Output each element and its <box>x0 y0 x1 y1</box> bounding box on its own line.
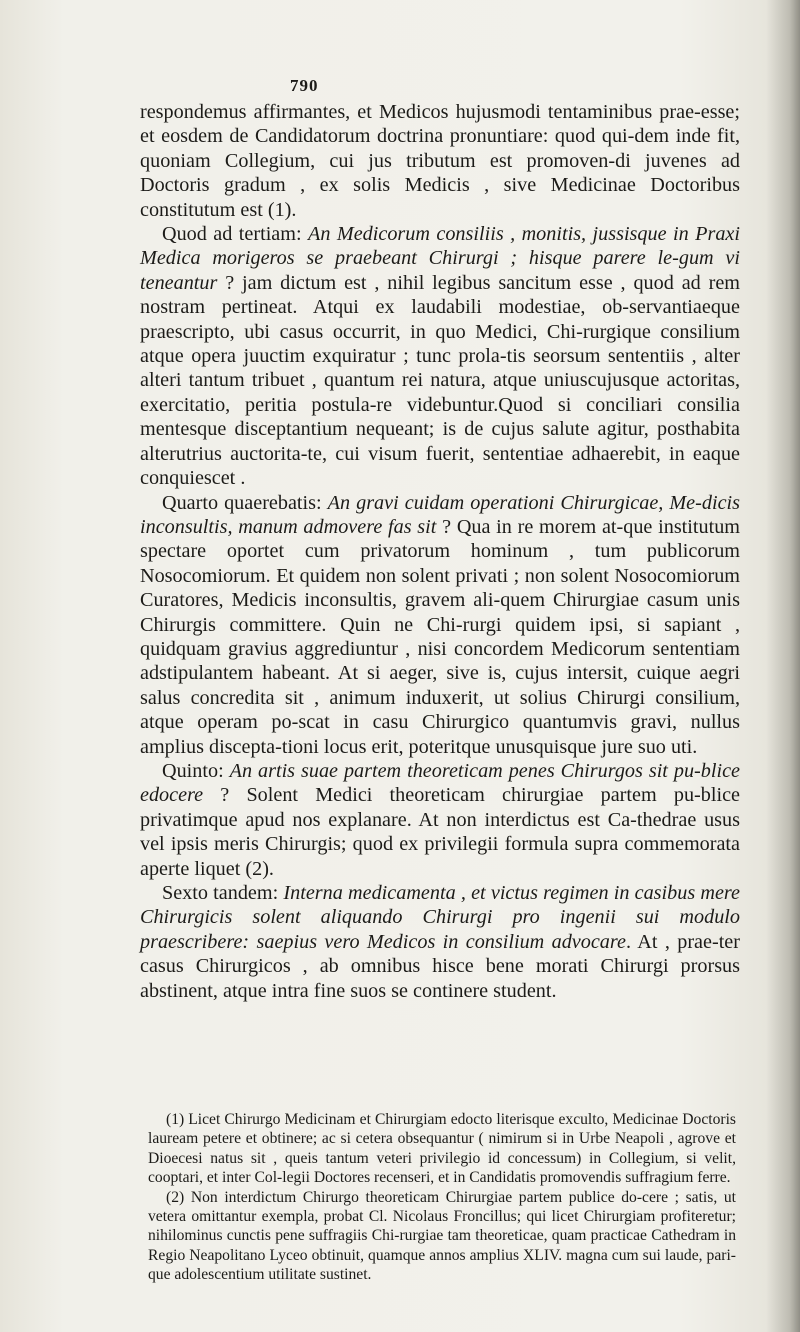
paragraph-2-question: An Medicorum consiliis , monitis, jussisque in Praxi Medica morigeros se praebeant Chirurgi ; hisque parere le-gum vi teneantur <box>140 223 740 294</box>
paragraph-2-lead: Quod ad tertiam: <box>162 223 309 246</box>
paragraph-3-answer: ? Qua in re morem at-que institutum spectare oportet cum privatorum hominum , tum publicorum Nosocomiorum. Et quidem non solent privati ; non solent Nosocomiorum Curatores, Medicis inconsultis, gravem ali-quem Chirurgiae casum unis Chirurgis committere. Quin ne Chi-rurgi quidem ipsi, si sapiant , quidquam gravius aggrediuntur , nisi concordem Medicorum sententiam adstipulantem habeant. At si aeger, sive is, cujus intersit, cuique aegri salus concredita sit , animum induxerit, ut solius Chirurgi consilium, atque operam po-scat in casu Chirurgico quantumvis gravi, nullus amplius discepta-tioni locus erit, poteritque unusquisque jure suo uti. <box>140 515 741 758</box>
paragraph-4 <box>140 759 740 881</box>
paragraph-5-lead: Sexto tandem: <box>162 882 284 904</box>
paragraph-3 <box>140 491 740 759</box>
footnote-2: (2) Non interdictum Chirurgo theoreticam Chirurgiae partem publice do-cere ; satis, ut vetera omittantur exempla, probat Cl. Nicolaus Froncillus; qui licet Chirurgiam profiteretur; nihilominus cunctis pene suffragiis Chi-rurgiae tam theoreticae, quam practicae Cathedram in Regio Neapolitano Lyceo obtinuit, quamque annos amplius XLIV. magna cum sui laude, pari-que adolescentium utilitate sustinet. <box>148 1188 736 1284</box>
footnote-1: (1) Licet Chirurgo Medicinam et Chirurgiam edocto literisque exculto, Medicinae Doctoris lauream petere et obtinere; ac si cetera obsequantur ( nimirum si in Urbe Neapoli , agrove et Dioecesi natus sit , queis tantum veteri privilegio id concessum) in Collegium, si velit, cooptari, et inter Col-legii Doctores recenseri, et in Candidatis promovendis suffragium ferre. <box>148 1111 736 1187</box>
paragraph-4-answer: ? Solent Medici theoreticam chirurgiae partem pu-blice privatimque apud nos explanare. At non interdictus est Ca-thedrae usus vel ipsis meris Chirurgis; quod ex privilegii formula supra commemorata aperte liquet (2). <box>140 784 740 880</box>
footnotes <box>148 1110 736 1285</box>
page-number: 790 <box>290 76 319 95</box>
paragraph-4-question: An artis suae partem theoreticam penes Chirurgos sit pu-blice edocere <box>140 759 741 807</box>
paragraph-1-text: respondemus affirmantes, et Medicos hujusmodi tentaminibus prae-esse; et eosdem de Candidatorum doctrina pronuntiare: quod qui-dem inde fit, quoniam Collegium, cui jus tributum est promoven-di juvenes ad Doctoris gradum , ex solis Medicis , sive Medicinae Doctoribus constitutum est (1). <box>140 101 740 221</box>
paragraph-1 <box>140 100 740 222</box>
paragraph-5 <box>140 881 740 1003</box>
page-edge-shadow <box>766 0 800 1332</box>
paragraph-5-question: Interna medicamenta , et victus regimen in casibus mere Chirurgicis solent aliquando Chirurgi pro ingenii sui modulo praescribere: saepius vero Medicos in consilium advocare <box>140 882 740 953</box>
paragraph-4-lead: Quinto: <box>162 759 230 782</box>
paragraph-3-lead: Quarto quaerebatis: <box>162 491 328 514</box>
paragraph-2 <box>140 222 740 490</box>
paragraph-2-answer: ? jam dictum est , nihil legibus sancitum esse , quod ad rem nostram pertineat. Atqui ex laudabili modestiae, ob-servantiaeque praescripto, ubi casus occurrit, in quo Medici, Chi-rurgique consilium atque opera juuctim exquiratur ; tunc prola-tis seorsum sententiis , alter alteri tantum tribuet , quantum rei natura, atque uniuscujusque actoritas, exercitatio, peritia postula-re videbuntur.Quod si conciliari consilia mentesque disceptantium nequeant; is de cujus salute agitur, posthabita alterutrius auctorita-te, cui visum fuerit, sententiae adhaerebit, in eaque conquiescet . <box>140 271 740 490</box>
main-text <box>140 100 740 1003</box>
paragraph-5-answer: . At , prae-ter casus Chirurgicos , ab omnibus hisce bene morati Chirurgi prorsus abstinent, atque intra fine suos se continere student. <box>140 930 740 1002</box>
paragraph-3-question: An gravi cuidam operationi Chirurgicae, Me-dicis inconsultis, manum admovere fas sit <box>140 491 740 538</box>
